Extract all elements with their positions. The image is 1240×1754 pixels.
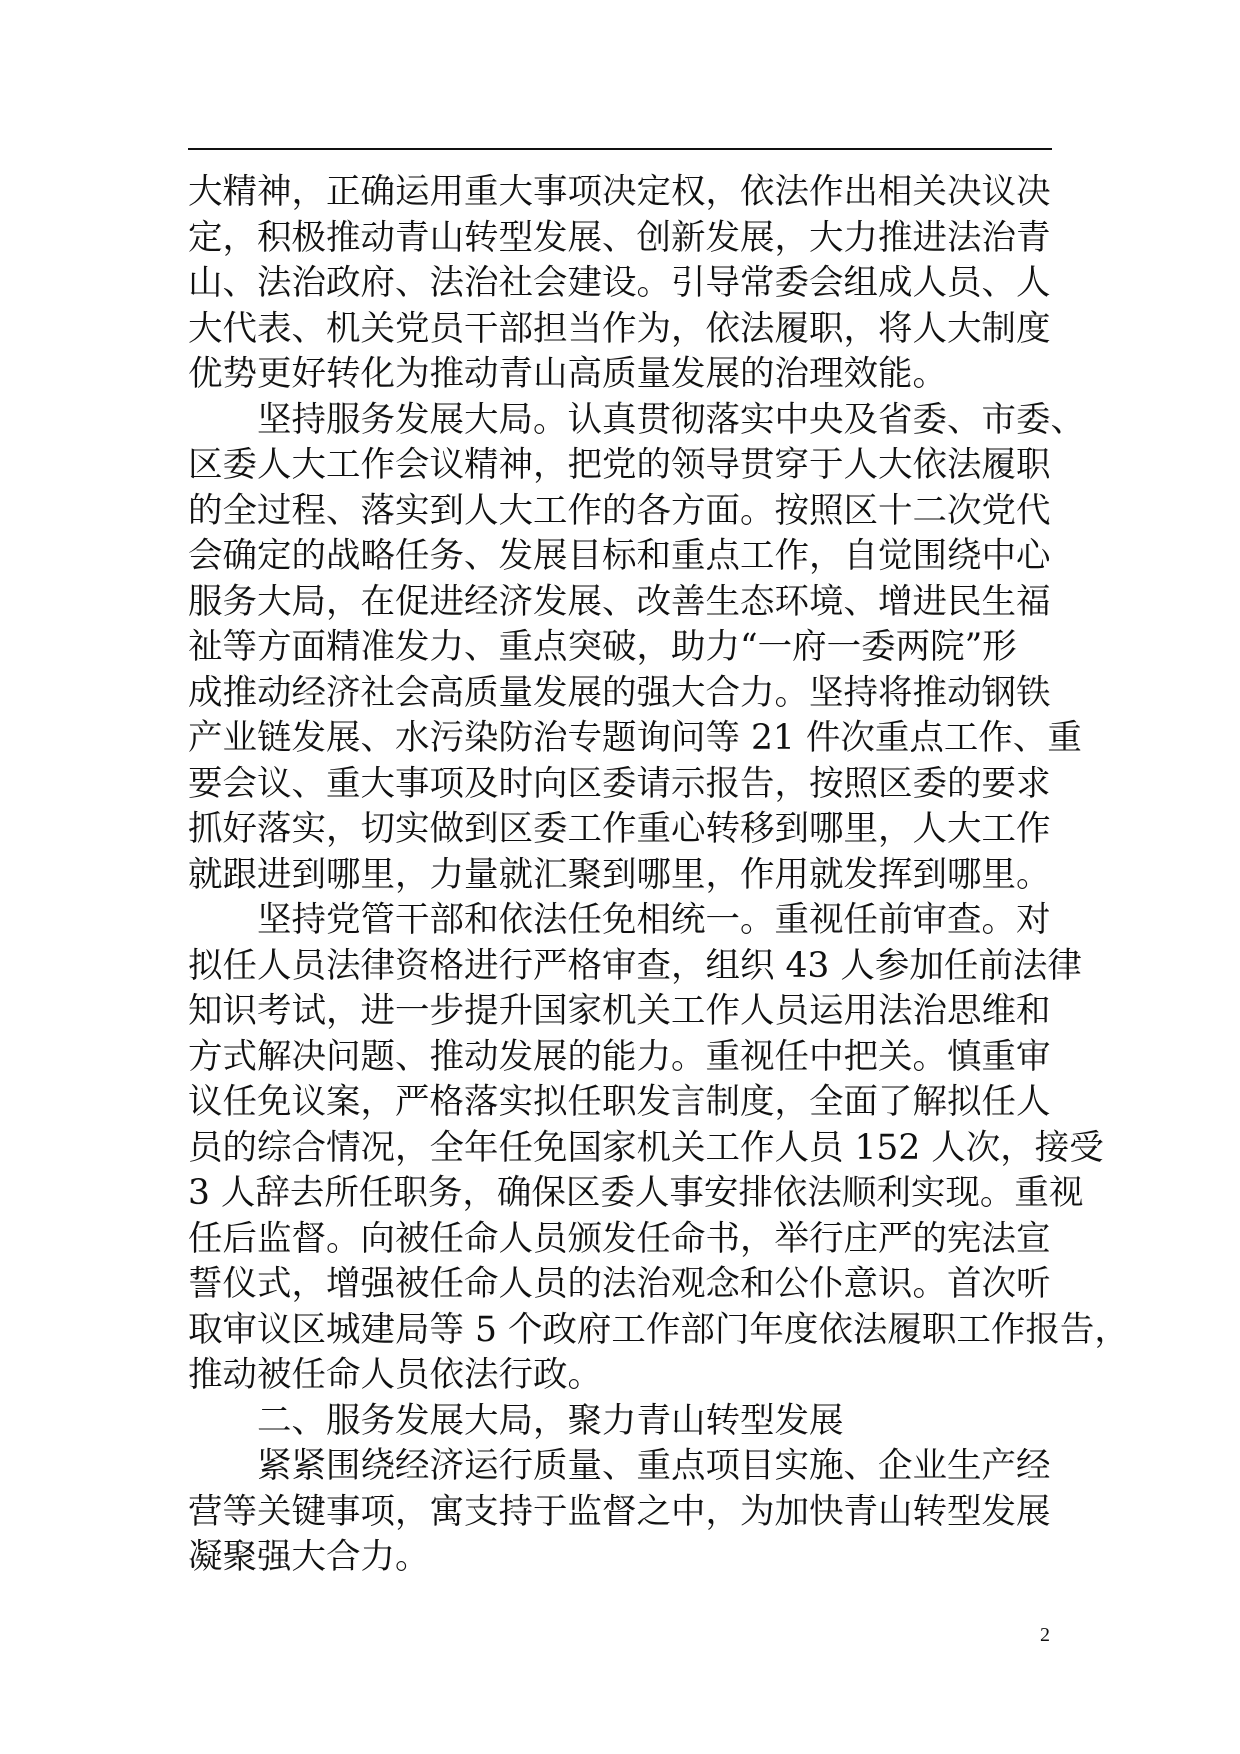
text-line: 3 人辞去所任职务，确保区委人事安排依法顺利实现。重视 <box>188 1173 1084 1213</box>
text-line: 议任免议案，严格落实拟任职发言制度，全面了解拟任人 <box>188 1082 1051 1122</box>
text-line: 定，积极推动青山转型发展、创新发展，大力推进法治青 <box>188 217 1051 258</box>
text-line: 拟任人员法律资格进行严格审查，组织 43 人参加任前法律 <box>188 945 1082 986</box>
section-heading: 二、服务发展大局，聚力青山转型发展 <box>257 1400 844 1441</box>
text-line: 会确定的战略任务、发展目标和重点工作，自觉围绕中心 <box>188 536 1051 576</box>
paragraph-start-line: 坚持党管干部和依法任免相统一。重视任前审查。对 <box>257 900 1051 940</box>
text-line: 大精神，正确运用重大事项决定权，依法作出相关决议决 <box>188 172 1051 212</box>
paragraph-start-line: 坚持服务发展大局。认真贯彻落实中央及省委、市委、 <box>257 399 1085 440</box>
text-line: 要会议、重大事项及时向区委请示报告，按照区委的要求 <box>188 763 1051 804</box>
document-body <box>188 170 1129 1581</box>
text-line: 区委人大工作会议精神，把党的领导贯穿于人大依法履职 <box>188 445 1051 485</box>
text-line: 祉等方面精准发力、重点突破，助力“一府一委两院”形 <box>188 627 1017 667</box>
text-line: 的全过程、落实到人大工作的各方面。按照区十二次党代 <box>188 490 1051 531</box>
text-line: 营等关键事项，寓支持于监督之中，为加快青山转型发展 <box>188 1491 1051 1532</box>
text-line: 产业链发展、水污染防治专题询问等 21 件次重点工作、重 <box>188 718 1082 758</box>
text-line: 凝聚强大合力。 <box>188 1537 430 1577</box>
text-line: 知识考试，进一步提升国家机关工作人员运用法治思维和 <box>188 991 1051 1031</box>
text-line: 推动被任命人员依法行政。 <box>188 1355 602 1395</box>
text-line: 大代表、机关党员干部担当作为，依法履职，将人大制度 <box>188 308 1051 349</box>
text-line: 员的综合情况，全年任免国家机关工作人员 152 人次，接受 <box>188 1127 1104 1168</box>
text-line: 优势更好转化为推动青山高质量发展的治理效能。 <box>188 354 947 394</box>
text-line: 就跟进到哪里，力量就汇聚到哪里，作用就发挥到哪里。 <box>188 854 1051 895</box>
text-line: 服务大局，在促进经济发展、改善生态环境、增进民生福 <box>188 581 1051 622</box>
text-line: 成推动经济社会高质量发展的强大合力。坚持将推动钢铁 <box>188 672 1051 713</box>
text-line: 誓仪式，增强被任命人员的法治观念和公仆意识。首次听 <box>188 1264 1051 1304</box>
paragraph-start-line: 紧紧围绕经济运行质量、重点项目实施、企业生产经 <box>257 1446 1051 1486</box>
text-line: 方式解决问题、推动发展的能力。重视任中把关。慎重审 <box>188 1036 1051 1077</box>
text-line: 山、法治政府、法治社会建设。引导常委会组成人员、人 <box>188 263 1051 303</box>
page-number: 2 <box>1040 1624 1050 1646</box>
text-line: 取审议区城建局等 5 个政府工作部门年度依法履职工作报告， <box>188 1309 1129 1350</box>
text-line: 抓好落实，切实做到区委工作重心转移到哪里，人大工作 <box>188 809 1051 849</box>
header-rule <box>188 148 1052 150</box>
text-line: 任后监督。向被任命人员颁发任命书，举行庄严的宪法宣 <box>188 1218 1051 1259</box>
